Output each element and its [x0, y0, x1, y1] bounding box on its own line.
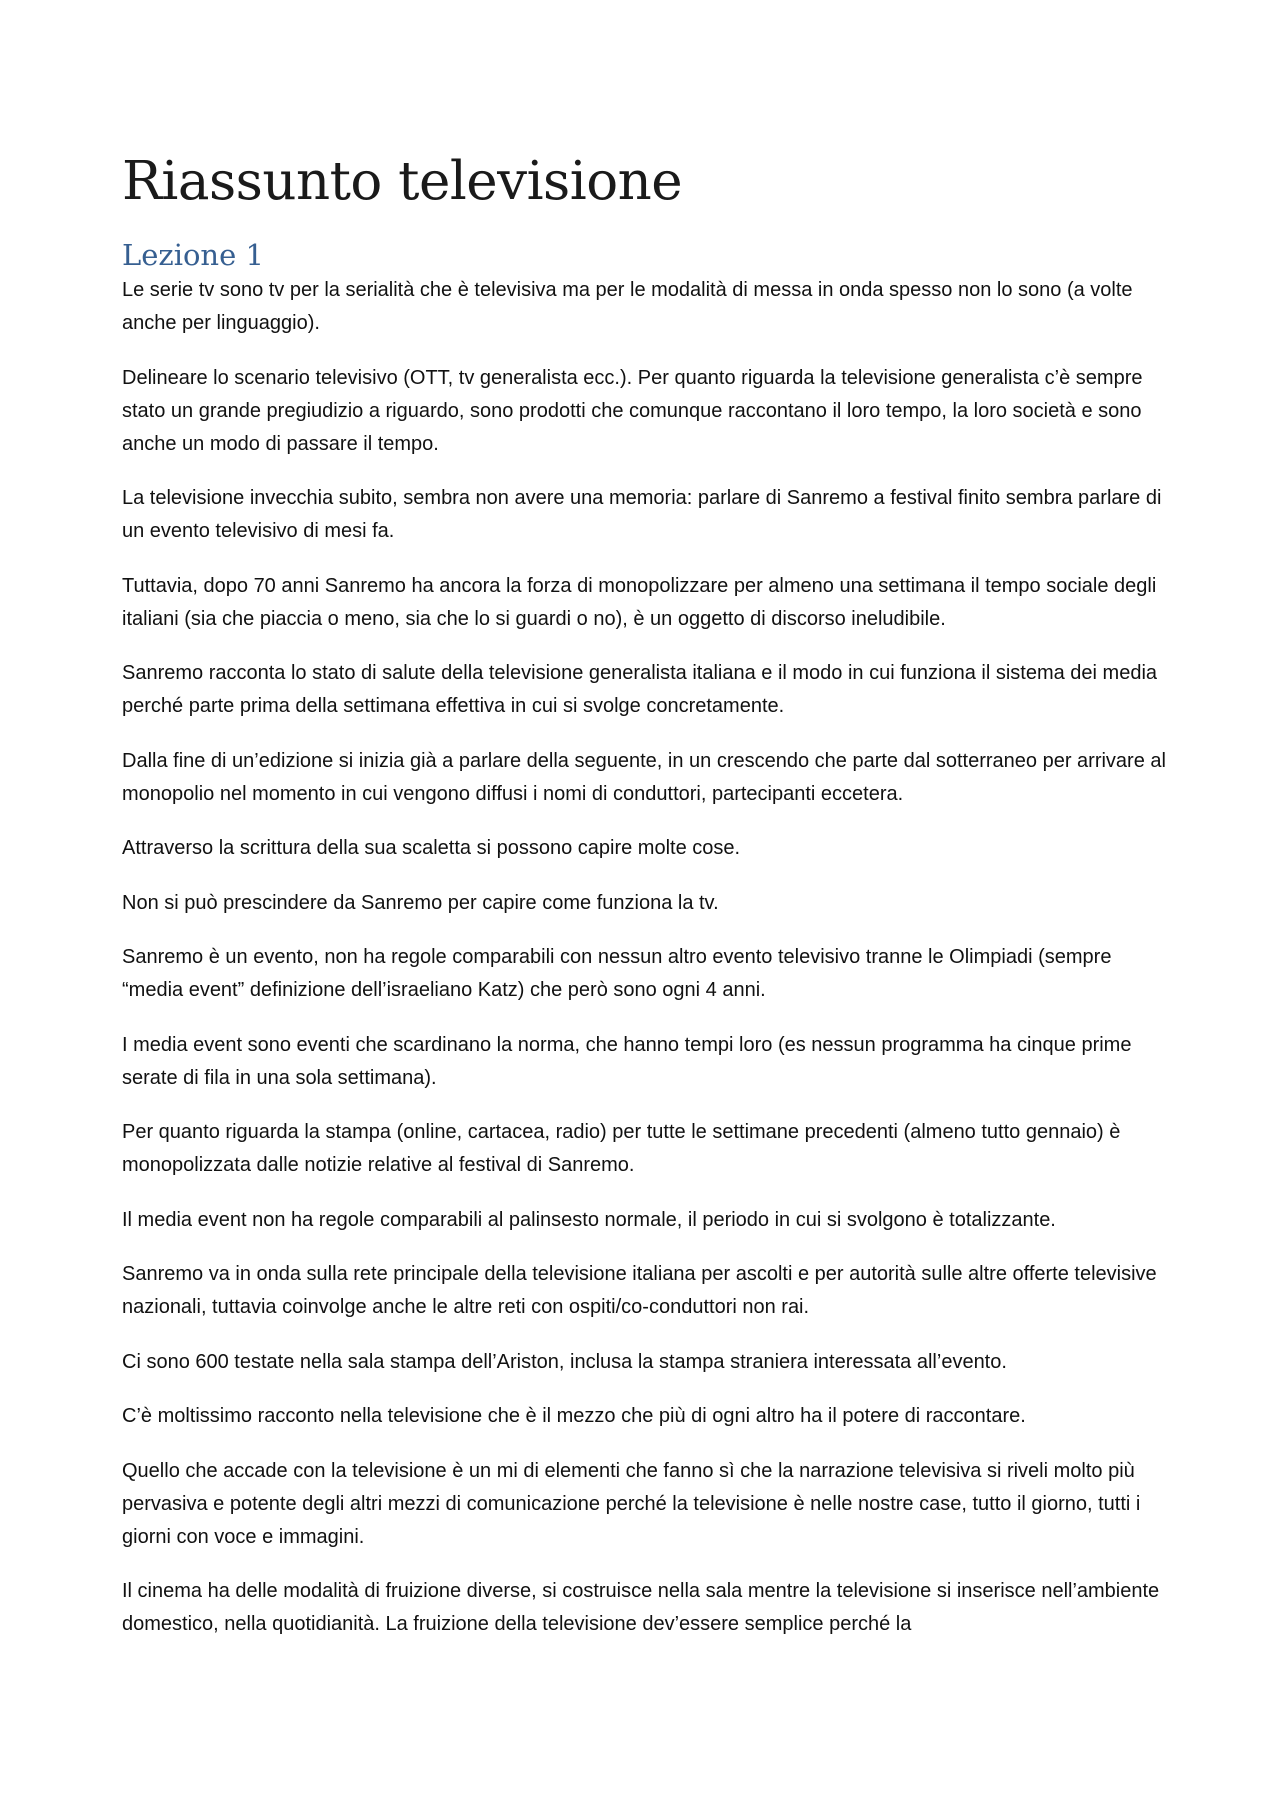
paragraph: Le serie tv sono tv per la serialità che è televisiva ma per le modalità di messa in onda spesso non lo sono (a volte anche per linguaggio).	[122, 279, 1133, 335]
paragraph: Dalla fine di un’edizione si inizia già a parlare della seguente, in un crescendo che parte dal sotterraneo per arrivare al monopolio nel momento in cui vengono diffusi i nomi di conduttori, partecipanti eccetera.	[122, 749, 1166, 805]
paragraph: Il media event non ha regole comparabili al palinsesto normale, il periodo in cui si svolgono è totalizzante.	[122, 1208, 1056, 1231]
paragraph: C’è moltissimo racconto nella televisione che è il mezzo che più di ogni altro ha il potere di raccontare.	[122, 1405, 1026, 1428]
paragraph: Sanremo va in onda sulla rete principale della televisione italiana per ascolti e per autorità sulle altre offerte televisive nazionali, tuttavia coinvolge anche le altre reti con ospiti/co-conduttori non rai.	[122, 1263, 1157, 1319]
paragraph: Quello che accade con la televisione è un mi di elementi che fanno sì che la narrazione televisiva si riveli molto più pervasiva e potente degli altri mezzi di comunicazione perché la televisione è nelle nostre case, tutto il giorno, tutti i giorni con voce e immagini.	[122, 1459, 1141, 1548]
paragraph: La televisione invecchia subito, sembra non avere una memoria: parlare di Sanremo a festival finito sembra parlare di un evento televisivo di mesi fa.	[122, 487, 1162, 543]
paragraph: Ci sono 600 testate nella sala stampa dell’Ariston, inclusa la stampa straniera interessata all’evento.	[122, 1350, 1007, 1373]
paragraph: Il cinema ha delle modalità di fruizione diverse, si costruisce nella sala mentre la televisione si inserisce nell’ambiente domestico, nella quotidianità. La fruizione della televisione dev’essere semplice perché la	[122, 1580, 1160, 1636]
paragraph: Tuttavia, dopo 70 anni Sanremo ha ancora la forza di monopolizzare per almeno una settimana il tempo sociale degli italiani (sia che piaccia o meno, sia che lo si guardi o no), è un oggetto di discorso ineludibile.	[122, 574, 1157, 630]
paragraph: Attraverso la scrittura della sua scaletta si possono capire molte cose.	[122, 837, 741, 860]
paragraph: I media event sono eventi che scardinano la norma, che hanno tempi loro (es nessun programma ha cinque prime serate di fila in una sola settimana).	[122, 1033, 1132, 1089]
paragraph: Sanremo è un evento, non ha regole comparabili con nessun altro evento televisivo tranne le Olimpiadi (sempre “media event” definizione dell’israeliano Katz) che però sono ogni 4 anni.	[122, 946, 1112, 1002]
paragraph: Non si può prescindere da Sanremo per capire come funziona la tv.	[122, 891, 719, 914]
paragraph: Sanremo racconta lo stato di salute della televisione generalista italiana e il modo in cui funziona il sistema dei media perché parte prima della settimana effettiva in cui si svolge concretamente.	[122, 662, 1158, 718]
section-heading-lezione-1: Lezione 1	[122, 237, 264, 272]
document-page	[122, 150, 1172, 1663]
document-title: Riassunto televisione	[122, 151, 683, 212]
paragraph: Per quanto riguarda la stampa (online, cartacea, radio) per tutte le settimane precedenti (almeno tutto gennaio) è monopolizzata dalle notizie relative al festival di Sanremo.	[122, 1121, 1121, 1177]
paragraph: Delineare lo scenario televisivo (OTT, tv generalista ecc.). Per quanto riguarda la televisione generalista c’è sempre stato un grande pregiudizio a riguardo, sono prodotti che comunque raccontano il loro tempo, la loro società e sono anche un modo di passare il tempo.	[122, 366, 1143, 455]
